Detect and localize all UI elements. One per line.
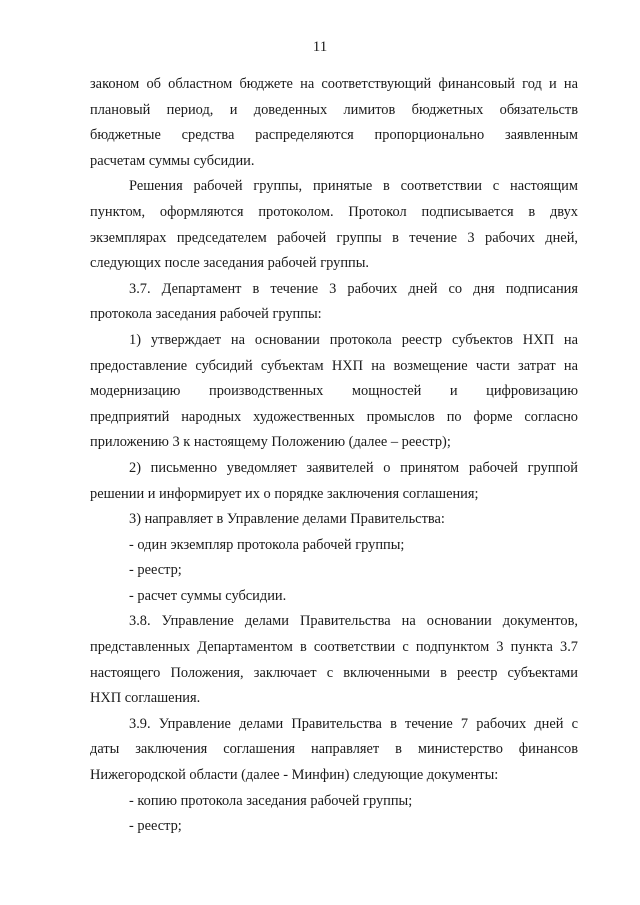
text-line: 3.7. Департамент в течение 3 рабочих дней со дня подписания bbox=[129, 280, 578, 297]
text-line: решении и информирует их о порядке заключения соглашения; bbox=[90, 485, 479, 502]
text-line: предприятий народных художественных промыслов по форме согласно bbox=[90, 408, 578, 425]
text-line: 2) письменно уведомляет заявителей о принятом рабочей группой bbox=[129, 459, 578, 476]
text-line: 3.8. Управление делами Правительства на основании документов, bbox=[129, 613, 578, 630]
paragraph bbox=[90, 584, 578, 610]
paragraph bbox=[90, 277, 578, 328]
text-line: представленных Департаментом в соответствии с подпунктом 3 пункта 3.7 bbox=[90, 639, 578, 656]
text-line: Нижегородской области (далее - Минфин) следующие документы: bbox=[90, 767, 499, 784]
text-line: приложению 3 к настоящему Положению (далее – реестр); bbox=[90, 434, 451, 451]
paragraph bbox=[90, 789, 578, 815]
paragraph bbox=[90, 533, 578, 559]
text-line: протокола заседания рабочей группы: bbox=[90, 306, 322, 323]
text-line: следующих после заседания рабочей группы. bbox=[90, 255, 370, 272]
paragraph bbox=[90, 72, 578, 174]
paragraph bbox=[90, 507, 578, 533]
text-line: расчетам суммы субсидии. bbox=[90, 152, 255, 169]
text-line: экземплярах председателем рабочей группы в течение 3 рабочих дней, bbox=[90, 229, 578, 246]
text-line: - реестр; bbox=[129, 818, 182, 835]
page-number: 11 bbox=[312, 39, 328, 55]
text-line: - реестр; bbox=[129, 562, 182, 579]
document-body bbox=[90, 72, 578, 840]
paragraph bbox=[90, 558, 578, 584]
text-line: пунктом, оформляются протоколом. Протокол подписывается в двух bbox=[90, 203, 578, 220]
text-line: 3.9. Управление делами Правительства в течение 7 рабочих дней с bbox=[129, 715, 578, 732]
text-line: 1) утверждает на основании протокола реестр субъектов НХП на bbox=[129, 331, 578, 348]
text-line: - расчет суммы субсидии. bbox=[129, 587, 287, 604]
text-line: даты заключения соглашения направляет в министерство финансов bbox=[90, 741, 578, 758]
text-line: - один экземпляр протокола рабочей группы; bbox=[129, 536, 405, 553]
paragraph bbox=[90, 328, 578, 456]
paragraph bbox=[90, 712, 578, 789]
paragraph bbox=[90, 174, 578, 276]
text-line: Решения рабочей группы, принятые в соответствии с настоящим bbox=[129, 178, 578, 195]
paragraph bbox=[90, 456, 578, 507]
paragraph bbox=[90, 814, 578, 840]
text-line: модернизацию производственных мощностей и цифровизацию bbox=[90, 383, 578, 400]
paragraph bbox=[90, 609, 578, 711]
text-line: бюджетные средства распределяются пропорционально заявленным bbox=[90, 127, 578, 144]
text-line: НХП соглашения. bbox=[90, 690, 201, 707]
text-line: - копию протокола заседания рабочей группы; bbox=[129, 792, 413, 809]
text-line: 3) направляет в Управление делами Правительства: bbox=[129, 511, 445, 528]
text-line: предоставление субсидий субъектам НХП на возмещение части затрат на bbox=[90, 357, 578, 374]
text-line: настоящего Положения, заключает с включенными в реестр субъектами bbox=[90, 664, 578, 681]
text-line: плановый период, и доведенных лимитов бюджетных обязательств bbox=[90, 101, 578, 118]
text-line: законом об областном бюджете на соответствующий финансовый год и на bbox=[90, 76, 578, 92]
